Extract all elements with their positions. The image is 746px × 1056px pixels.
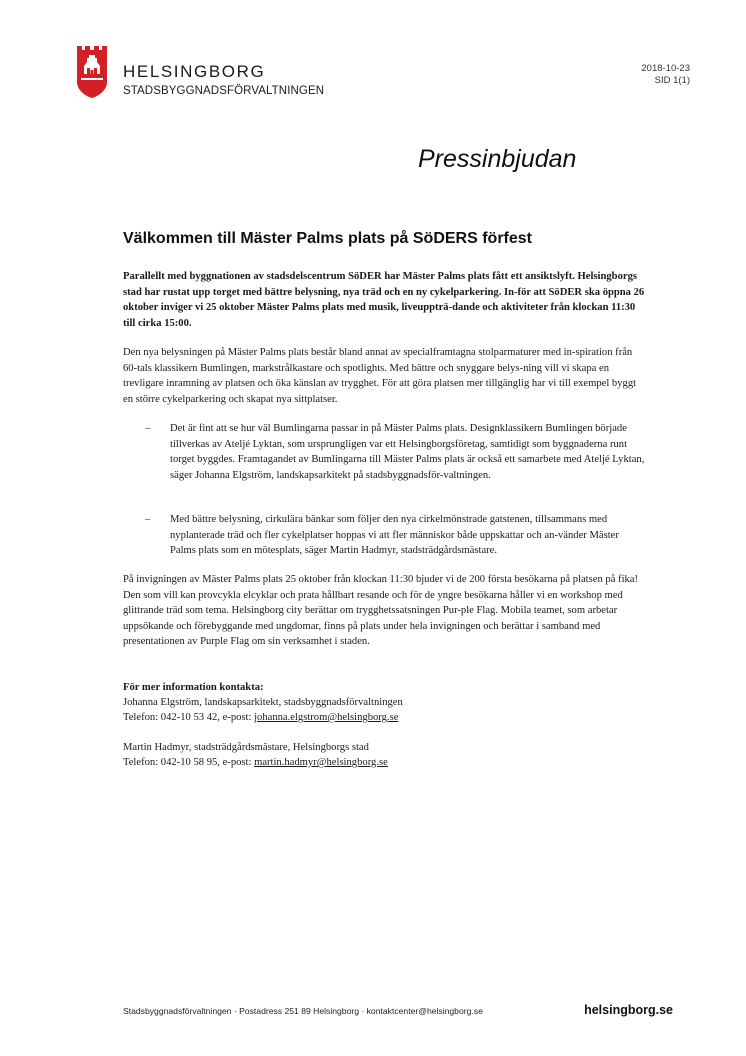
page-title: Välkommen till Mäster Palms plats på SöDERS förfest xyxy=(123,230,533,247)
quote-item xyxy=(145,512,645,559)
document-date: 2018-10-23 xyxy=(641,63,690,74)
contact-phone-text: Telefon: 042-10 53 42, e-post: xyxy=(123,712,255,723)
contact-block xyxy=(123,740,388,770)
page-number: SID 1(1) xyxy=(654,75,690,86)
helsingborg-coat-of-arms-icon xyxy=(75,44,109,98)
footer-address: Stadsbyggnadsförvaltningen · Postadress 251 89 Helsingborg · kontaktcenter@helsingborg.se xyxy=(123,1006,483,1016)
contact-block xyxy=(123,680,403,725)
lead-paragraph: Parallellt med byggnationen av stadsdelscentrum SöDER har Mäster Palms plats fått ett ansiktslyft. Helsingborgs stad har rustat upp torget med bättre belysning, nya träd och en ny cykelparkering. In-för att SöDER ska öppna 26 oktober inviger vi 25 oktober Mäster Palms plats med musik, liveuppträ-dande och aktiviteter från klockan 11:30 till cirka 15:00. xyxy=(123,271,645,329)
quote-text: Det är fint att se hur väl Bumlingarna passar in på Mäster Palms plats. Designklassikern Bumlingen började tillverkas av Ateljé Lyktan, som ursprungligen var ett Helsingborgsföretag, samtidigt som byggnaderna runt torget byggdes. Framtagandet av Bumlingarna till Mäster Palms plats är också ett samarbete med Ateljé Lyktan, säger Johanna Elgström, landskapsarkitekt på stadsbyggnadsför-valtningen. xyxy=(170,423,645,481)
body-paragraph: Den nya belysningen på Mäster Palms plats består bland annat av specialframtagna stolparmaturer med in-spiration från 60-tals klassikern Bumlingen, markstrålkastare och spotlights. Med bättre och snyggare belys-ning vill vi skapa en trevligare inramning av platsen och öka känslan av trygghet. För att göra platsen mer tillgänglig har vi till exempel byggt en större cykelparkering och skapat nya sittplatser. xyxy=(123,347,637,405)
document-meta xyxy=(641,63,690,87)
contact-phone xyxy=(123,710,403,725)
contact-email-link[interactable]: martin.hadmyr@helsingborg.se xyxy=(254,757,388,768)
contact-email-link[interactable]: johanna.elgstrom@helsingborg.se xyxy=(254,712,399,723)
contact-phone-text: Telefon: 042-10 58 95, e-post: xyxy=(123,757,255,768)
quote-item xyxy=(145,421,645,483)
contact-name: Johanna Elgström, landskapsarkitekt, stadsbyggnadsförvaltningen xyxy=(123,697,403,708)
contact-name: Martin Hadmyr, stadsträdgårdsmästare, Helsingborgs stad xyxy=(123,742,369,753)
organization-name: HELSINGBORG xyxy=(123,62,266,81)
quote-text: Med bättre belysning, cirkulära bänkar som följer den nya cirkelmönstrade gatstenen, tillsammans med nyplanterade träd och fler cykelplatser hoppas vi att fler människor både uppskattar och an-vänder Mäster Palms plats som en mötesplats, säger Martin Hadmyr, stadsträdgårdsmästare. xyxy=(170,514,619,556)
footer-website: helsingborg.se xyxy=(584,1003,673,1017)
organization-department: STADSBYGGNADSFÖRVALTNINGEN xyxy=(123,85,325,97)
quote-dash: – xyxy=(145,423,151,434)
contact-phone xyxy=(123,755,388,770)
document-type: Pressinbjudan xyxy=(418,145,577,173)
quote-dash: – xyxy=(145,514,151,525)
body-paragraph: På invigningen av Mäster Palms plats 25 oktober från klockan 11:30 bjuder vi de 200 första besökarna på platsen på fika! Den som vill kan provcykla elcyklar och prata hållbart resande och för de yngre besökarna håller vi en workshop med glittrande träd som tema. Helsingborg city berättar om trygghetssatsningen Pur-ple Flag. Mobila teamet, som arbetar uppsökande och förebyggande med ungdomar, finns på plats under hela invigningen och berättar i samband med presentationen av Purple Flag om sin verksamhet i staden. xyxy=(123,574,639,647)
contact-heading: För mer information kontakta: xyxy=(123,682,264,693)
